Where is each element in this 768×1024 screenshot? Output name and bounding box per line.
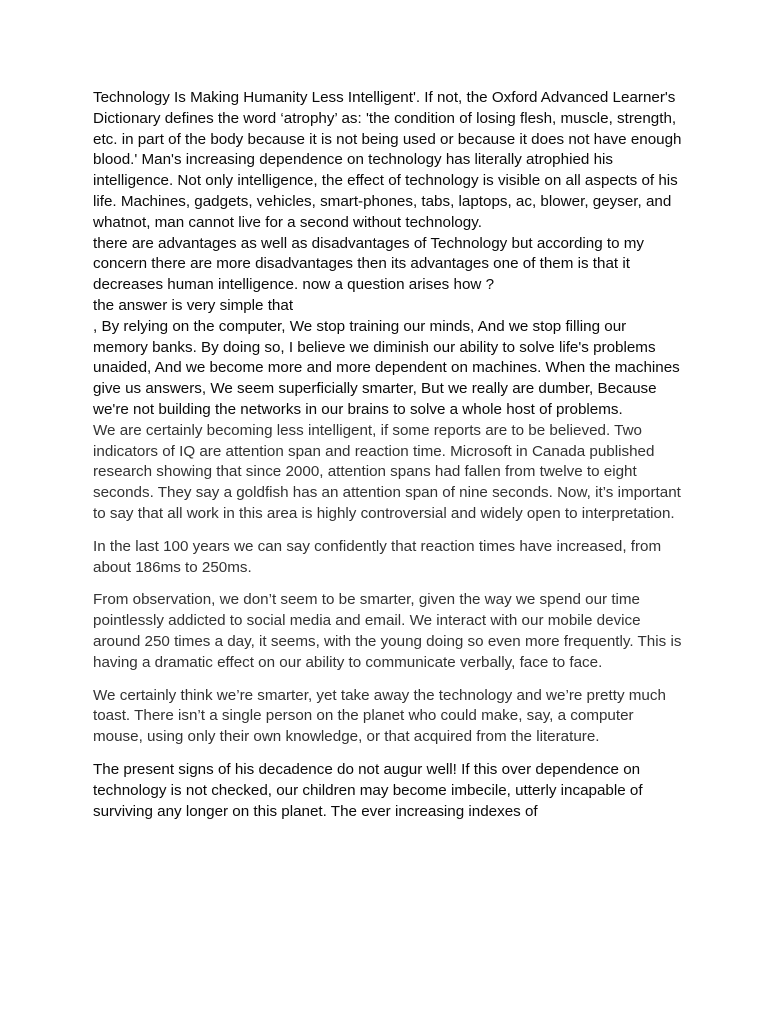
essay-intro-section [93, 88, 683, 421]
paragraph-reaction-times: In the last 100 years we can say confidently that reaction times have increased, from about 186ms to 250ms. [93, 537, 662, 576]
paragraph-social-media: From observation, we don’t seem to be smarter, given the way we spend our time pointlessly addicted to social media and email. We interact with our mobile device around 250 times a day, it seems, with the young doing so even more frequently. This is having a dramatic effect on our ability to communicate verbally, face to face. [93, 591, 682, 671]
paragraph-relying-on-computer: , By relying on the computer, We stop training our minds, And we stop filling our memory banks. By doing so, I believe we diminish our ability to solve life's problems unaided, And we become more and more dependent on machines. When the machines give us answers, We seem superficially smarter, But we really are dumber, Because we're not building the networks in our brains to solve a whole host of problems. [93, 317, 680, 418]
essay-evidence-section [93, 421, 683, 748]
essay-conclusion-section [93, 760, 683, 822]
paragraph-attention-span: We are certainly becoming less intelligent, if some reports are to be believed. Two indicators of IQ are attention span and reaction time. Microsoft in Canada published research showing that since 2000, attention spans had fallen from twelve to eight seconds. They say a goldfish has an attention span of nine seconds. Now, it’s important to say that all work in this area is highly controversial and widely open to interpretation. [93, 421, 681, 522]
paragraph-decadence: The present signs of his decadence do not augur well! If this over dependence on technology is not checked, our children may become imbecile, utterly incapable of surviving any longer on this planet. The ever increasing indexes of [93, 760, 643, 820]
document-page [93, 88, 683, 822]
paragraph-atrophy-definition: Technology Is Making Humanity Less Intelligent'. If not, the Oxford Advanced Learner's Dictionary defines the word ‘atrophy’ as: 'the condition of losing flesh, muscle, strength, etc. in part of the body because it is not being used or because it does not have enough blood.' Man's increasing dependence on technology has literally atrophied his intelligence. Not only intelligence, the effect of technology is visible on all aspects of his life. Machines, gadgets, vehicles, smart-phones, tabs, laptops, ac, blower, geyser, and whatnot, man cannot live for a second without technology. [93, 89, 682, 231]
paragraph-computer-mouse: We certainly think we’re smarter, yet take away the technology and we’re pretty much toast. There isn’t a single person on the planet who could make, say, a computer mouse, using only their own knowledge, or that acquired from the literature. [93, 686, 666, 746]
paragraph-advantages-disadvantages: there are advantages as well as disadvantages of Technology but according to my concern there are more disadvantages then its advantages one of them is that it decreases human intelligence. now a question arises how ? [93, 234, 645, 294]
paragraph-answer-intro: the answer is very simple that [93, 296, 294, 314]
